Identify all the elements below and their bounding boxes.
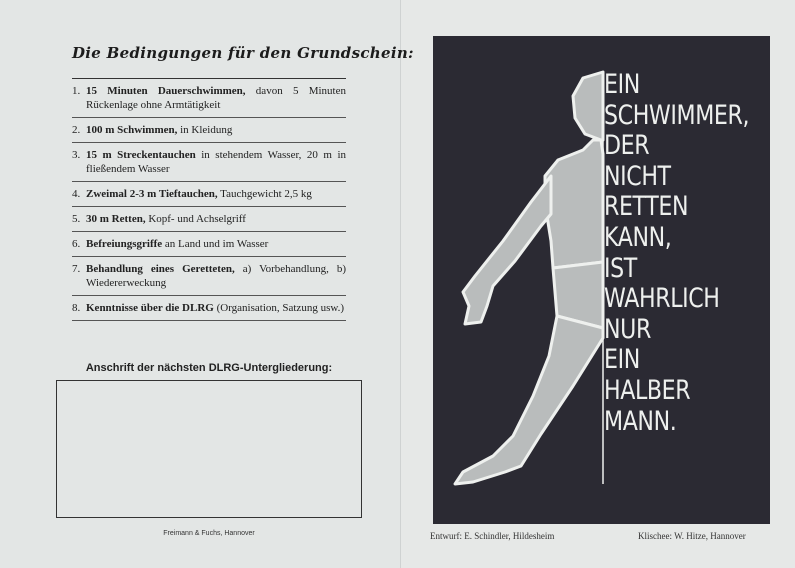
condition-item (72, 232, 346, 257)
condition-text (86, 212, 346, 226)
printer-credit: Freimann & Fuchs, Hannover (163, 530, 255, 537)
condition-number: 6. (72, 238, 81, 250)
slogan-line: HALBER (604, 374, 691, 406)
condition-number: 3. (72, 149, 81, 161)
condition-rest: an Land und im Wasser (162, 238, 269, 250)
condition-bold: 100 m Schwimmen, (86, 124, 178, 136)
condition-item (72, 79, 346, 118)
condition-item (72, 296, 346, 321)
condition-item (72, 257, 346, 296)
condition-number: 1. (72, 85, 81, 97)
condition-rest: Tauchgewicht 2,5 kg (217, 188, 312, 200)
slogan-line: RETTEN (604, 191, 689, 223)
condition-bold: Kenntnisse über die DLRG (86, 302, 214, 314)
condition-rest: davon 5 Minuten Rückenlage ohne Armtätigkeit (86, 85, 346, 111)
design-credit: Entwurf: E. Schindler, Hildesheim (430, 531, 555, 541)
slogan-text (604, 70, 749, 437)
condition-number: 4. (72, 188, 81, 200)
cliche-credit: Klischee: W. Hitze, Hannover (638, 531, 746, 541)
condition-bold: 30 m Retten, (86, 213, 146, 225)
condition-item (72, 207, 346, 232)
condition-rest: Kopf- und Achselgriff (145, 213, 246, 225)
slogan-line: IST (604, 252, 637, 284)
conditions-heading: Die Bedingungen für den Grundschein: (72, 44, 414, 62)
condition-bold: Befreiungsgriffe (86, 238, 163, 250)
slogan-line: WAHRLICH (604, 283, 720, 315)
slogan-line: MANN. (604, 405, 677, 437)
condition-text (86, 187, 346, 201)
condition-bold: Behandlung eines Geretteten, (86, 263, 235, 275)
condition-text (86, 237, 346, 251)
condition-number: 5. (72, 213, 81, 225)
slogan-line: EIN (604, 69, 640, 100)
condition-number: 7. (72, 263, 81, 275)
slogan-line: NICHT (604, 160, 671, 192)
condition-number: 8. (72, 302, 81, 314)
slogan-line: DER (604, 130, 650, 162)
slogan-line: SCHWIMMER, (604, 99, 750, 131)
condition-rest: a) Vorbehandlung, b) Wiedererweckung (86, 263, 346, 289)
condition-text (86, 84, 346, 112)
slogan-line: NUR (604, 313, 651, 345)
condition-text (86, 262, 346, 290)
slogan-line: KANN, (604, 221, 672, 253)
address-label: Anschrift der nächsten DLRG-Untergliederung: (85, 362, 333, 374)
condition-bold: 15 m Streckentauchen (86, 149, 196, 161)
condition-item (72, 143, 346, 182)
address-box (56, 380, 362, 518)
slogan-line: EIN (604, 344, 640, 376)
conditions-list (72, 78, 346, 321)
condition-text (86, 148, 346, 176)
condition-number: 2. (72, 124, 81, 136)
condition-text (86, 301, 346, 315)
condition-bold: 15 Minuten Dauerschwimmen, (86, 85, 246, 97)
condition-rest: in Kleidung (177, 124, 233, 136)
condition-item (72, 182, 346, 207)
condition-rest: (Organisation, Satzung usw.) (213, 302, 344, 314)
condition-bold: Zweimal 2-3 m Tieftauchen, (86, 188, 218, 200)
condition-item (72, 118, 346, 143)
condition-text (86, 123, 346, 137)
condition-rest: in stehendem Wasser, 20 m in fließendem Wasser (86, 149, 346, 175)
